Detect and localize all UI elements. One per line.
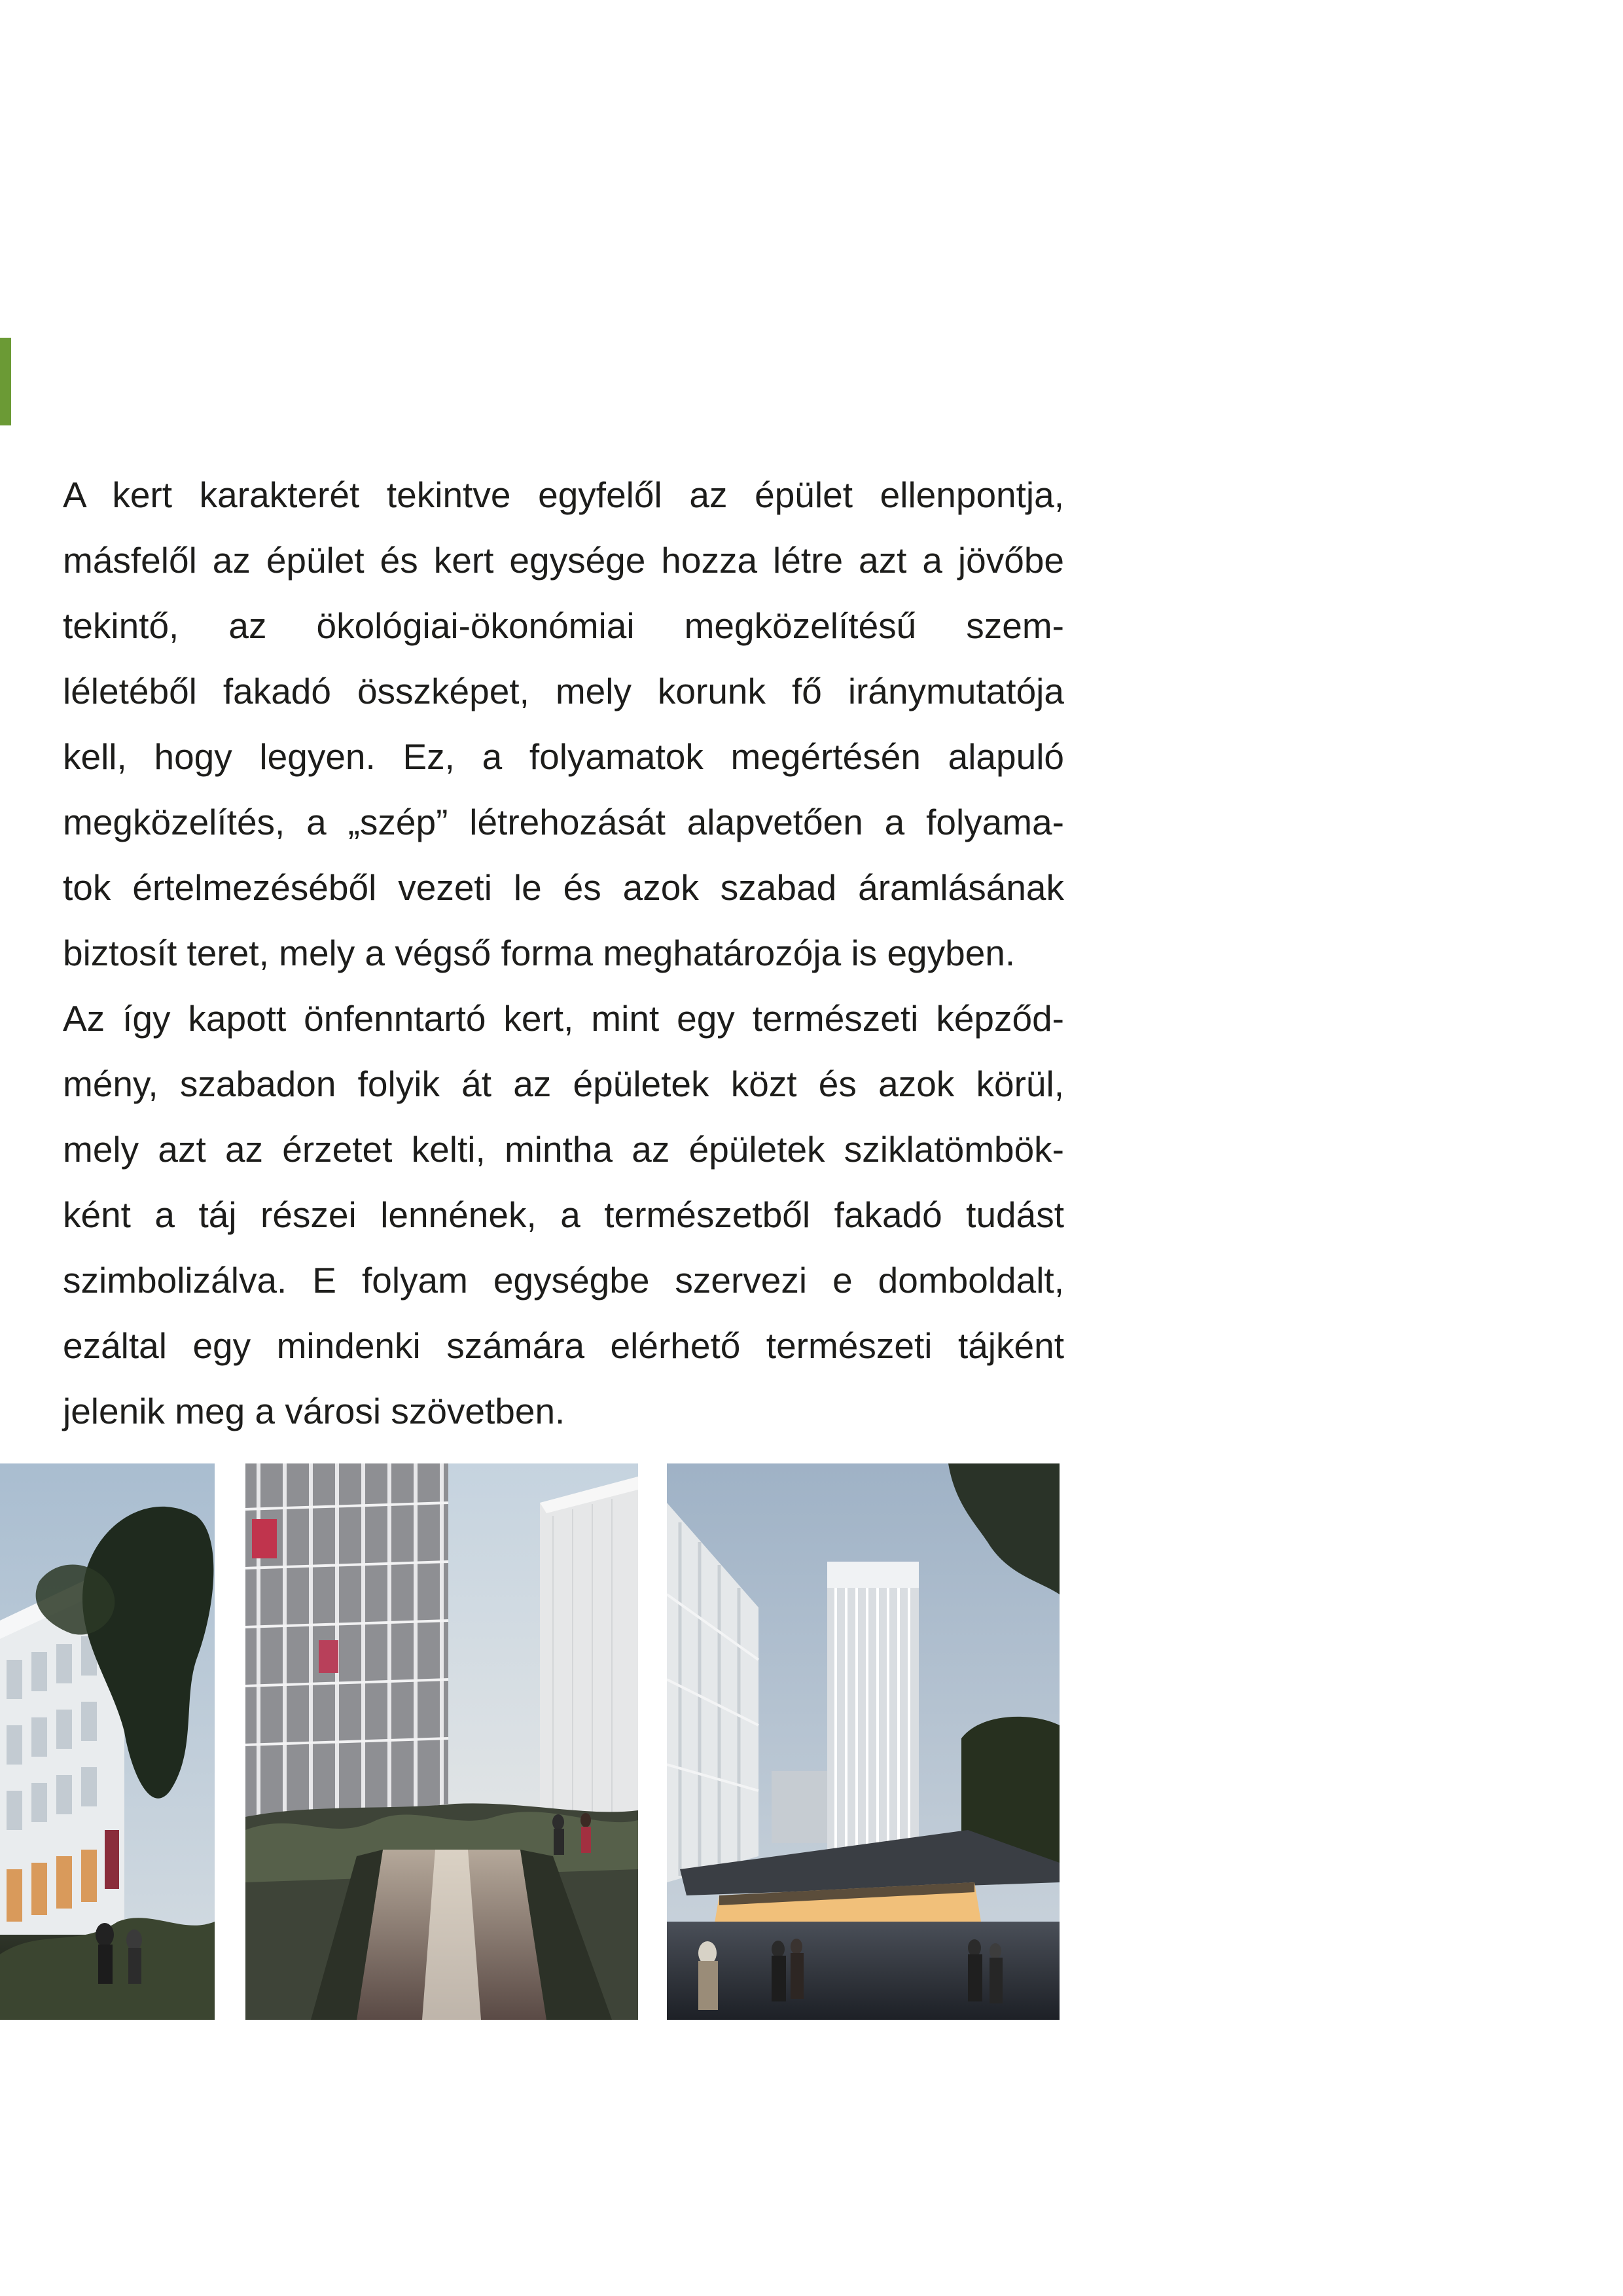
tower-entrance-plaza-render xyxy=(667,1463,1060,2020)
body-line: léletéből fakadó összképet, mely korunk fő iránymutatója xyxy=(63,671,1064,711)
garden-reflecting-pool-render xyxy=(245,1463,638,2020)
body-line: megközelítés, a „szép” létrehozását alapvetően a folyama- xyxy=(63,802,1064,842)
body-line: ezáltal egy mindenki számára elérhető természeti tájként xyxy=(63,1325,1064,1366)
body-line: A kert karakterét tekintve egyfelől az épület ellenpontja, xyxy=(63,475,1064,515)
body-line: jelenik meg a városi szövetben. xyxy=(63,1391,565,1431)
body-line: másfelől az épület és kert egysége hozza létre azt a jövőbe xyxy=(63,540,1064,581)
body-line: biztosít teret, mely a végső forma meghatározója is egyben. xyxy=(63,933,1016,973)
body-line: tekintő, az ökológiai-ökonómiai megközelítésű szem- xyxy=(63,605,1064,646)
body-line: szimbolizálva. E folyam egységbe szervezi e domboldalt, xyxy=(63,1260,1064,1300)
body-line: tok értelmezéséből vezeti le és azok szabad áramlásának xyxy=(63,867,1064,908)
body-paragraph xyxy=(63,462,1064,1444)
body-line: Az így kapott önfenntartó kert, mint egy természeti képződ- xyxy=(63,998,1064,1039)
section-accent-bar xyxy=(0,338,11,425)
building-facade-render xyxy=(0,1463,215,2020)
body-line: kell, hogy legyen. Ez, a folyamatok megértésén alapuló xyxy=(63,736,1064,777)
body-line: ként a táj részei lennének, a természetből fakadó tudást xyxy=(63,1194,1064,1235)
body-line: mény, szabadon folyik át az épületek közt és azok körül, xyxy=(63,1064,1064,1104)
body-line: mely azt az érzetet kelti, mintha az épületek sziklatömbök- xyxy=(63,1129,1064,1170)
